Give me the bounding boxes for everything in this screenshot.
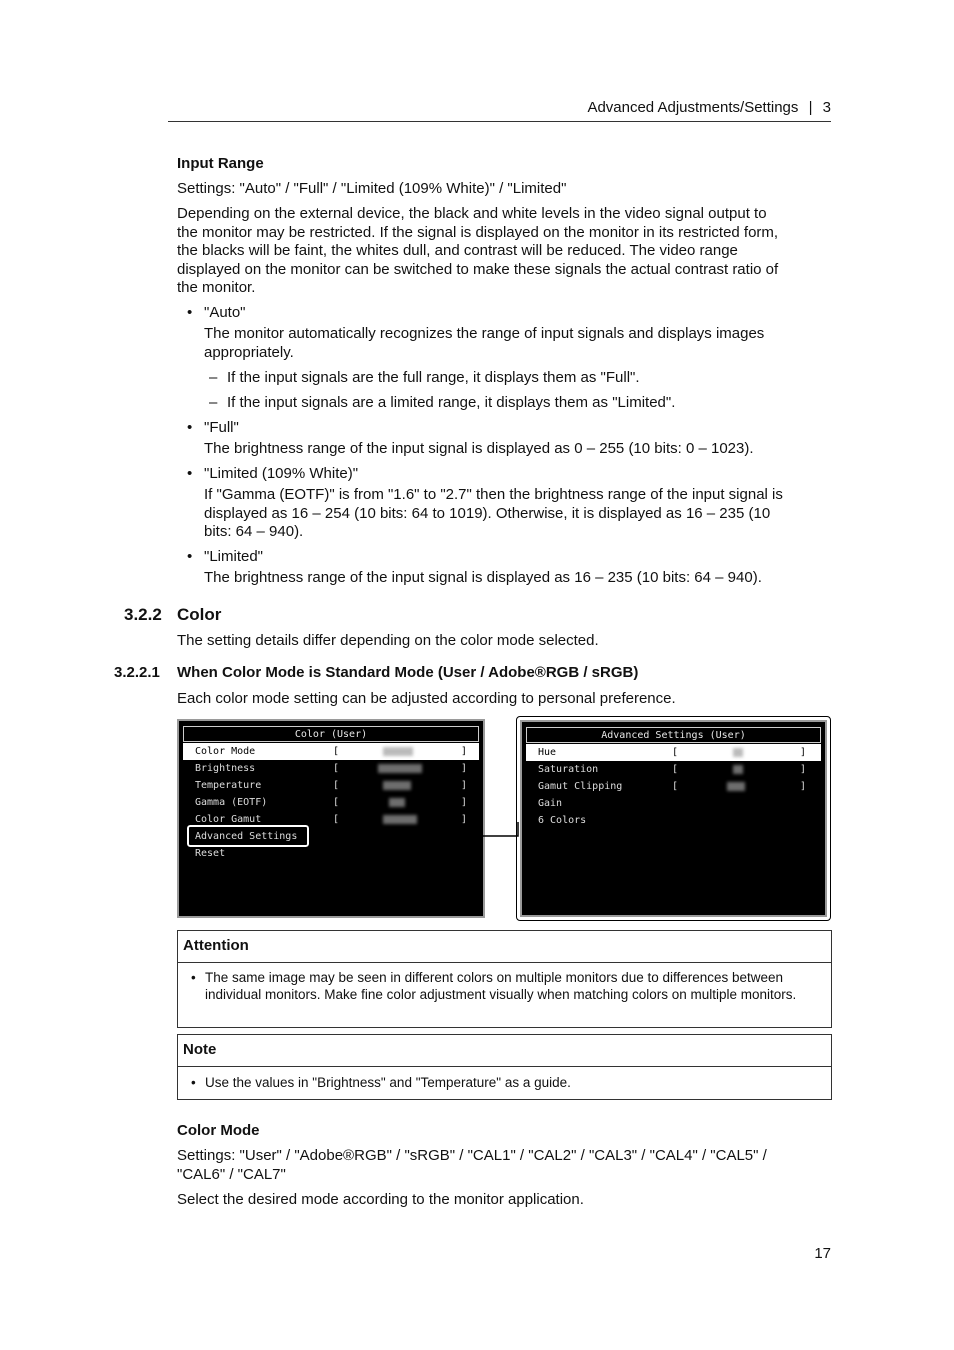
osd-bracket: ] — [461, 746, 468, 757]
osd-row-temperature[interactable] — [183, 777, 479, 794]
section-desc: The setting details differ depending on the color mode selected. — [177, 632, 599, 649]
auto-sub1: If the input signals are the full range, it displays them as "Full". — [227, 369, 640, 386]
osd-value-blurred — [389, 798, 405, 807]
osd-row-color-mode[interactable] — [183, 743, 479, 760]
osd-label: Color Mode — [195, 746, 256, 757]
osd-bracket: ] — [800, 747, 807, 758]
bullet: • — [187, 548, 193, 565]
osd-bracket: ] — [800, 764, 807, 775]
osd-bracket: [ — [333, 763, 340, 774]
subsection-desc: Each color mode setting can be adjusted according to personal preference. — [177, 690, 676, 707]
section-title: Color — [177, 605, 222, 624]
limited-title: "Limited" — [204, 548, 264, 565]
osd-row-hue[interactable] — [526, 744, 821, 761]
osd-label: Color Gamut — [195, 814, 262, 825]
osd-label: Saturation — [538, 764, 599, 775]
osd-value-blurred — [733, 748, 743, 757]
attention-box — [177, 930, 832, 1028]
osd-bracket: ] — [800, 781, 807, 792]
osd-value-blurred — [383, 747, 413, 756]
osd-label: Reset — [195, 848, 226, 859]
subsection-number: 3.2.2.1 — [114, 664, 160, 681]
header-separator: | — [808, 99, 813, 116]
attention-body — [178, 963, 831, 1009]
osd-bracket: [ — [333, 814, 340, 825]
osd-bracket: [ — [672, 764, 679, 775]
bullet: • — [191, 1075, 196, 1090]
osd-row-gain[interactable] — [526, 795, 821, 812]
input-range-heading: Input Range — [177, 155, 264, 172]
osd-value-blurred — [378, 764, 422, 773]
limited109-title: "Limited (109% White)" — [204, 465, 359, 482]
color-mode-heading: Color Mode — [177, 1122, 260, 1139]
auto-desc-line: appropriately. — [204, 343, 294, 361]
color-mode-settings — [177, 1147, 767, 1184]
osd-label: Temperature — [195, 780, 262, 791]
osd-label: Advanced Settings — [195, 831, 298, 842]
limited109-line: displayed as 16 – 254 (10 bits: 64 to 1019). Otherwise, it is displayed as 16 – 235 (10 — [204, 504, 771, 522]
osd-value-blurred — [383, 781, 411, 790]
limited109-desc — [204, 486, 783, 542]
full-title: "Full" — [204, 419, 239, 436]
osd-bracket: [ — [333, 780, 340, 791]
header-chapter: 3 — [822, 99, 831, 116]
intro-line: the monitor may be restricted. If the signal is displayed on the monitor in its restricted form, — [177, 223, 779, 241]
page-number: 17 — [814, 1245, 831, 1262]
input-range-settings: Settings: "Auto" / "Full" / "Limited (109% White)" / "Limited" — [177, 180, 567, 197]
attention-heading: Attention — [178, 931, 831, 963]
running-header — [168, 98, 831, 122]
bullet: • — [187, 465, 193, 482]
osd-bracket: [ — [672, 781, 679, 792]
attention-text: The same image may be seen in different colors on multiple monitors due to differences between individual monitors. Make fine color adjustment visually when matching colors on multiple monitors. — [205, 970, 797, 1002]
auto-desc — [204, 325, 764, 362]
auto-title: "Auto" — [204, 304, 246, 321]
osd-title: Color (User) — [183, 726, 479, 742]
osd-advanced-menu — [520, 720, 827, 917]
osd-label: Hue — [538, 747, 557, 758]
color-mode-settings-line: "CAL6" / "CAL7" — [177, 1165, 286, 1183]
note-box — [177, 1034, 832, 1100]
osd-bracket: [ — [672, 747, 679, 758]
limited109-line: bits: 64 – 940). — [204, 523, 304, 540]
auto-sub2: If the input signals are a limited range, it displays them as "Limited". — [227, 394, 676, 411]
bullet: • — [187, 419, 193, 436]
osd-bracket: [ — [333, 797, 340, 808]
osd-value-blurred — [727, 782, 745, 791]
osd-label: Brightness — [195, 763, 256, 774]
auto-desc-line: The monitor automatically recognizes the range of input signals and displays images — [204, 325, 765, 342]
osd-color-menu — [177, 719, 485, 918]
note-body — [178, 1067, 831, 1097]
osd-row-gamma[interactable] — [183, 794, 479, 811]
color-mode-settings-line: Settings: "User" / "Adobe®RGB" / "sRGB" / "CAL1" / "CAL2" / "CAL3" / "CAL4" / "CAL5" / — [177, 1147, 767, 1164]
section-number: 3.2.2 — [124, 605, 162, 624]
osd-bracket: ] — [461, 814, 468, 825]
color-mode-desc: Select the desired mode according to the monitor application. — [177, 1191, 584, 1208]
limited109-line: If "Gamma (EOTF)" is from "1.6" to "2.7" then the brightness range of the input signal is — [204, 486, 783, 503]
bullet: • — [191, 970, 196, 985]
connector-path — [309, 822, 518, 836]
osd-bracket: ] — [461, 780, 468, 791]
osd-frame — [516, 716, 831, 921]
osd-bracket: ] — [461, 763, 468, 774]
intro-line: Depending on the external device, the black and white levels in the video signal output to — [177, 205, 767, 222]
osd-label: Gamma (EOTF) — [195, 797, 268, 808]
osd-bracket: ] — [461, 797, 468, 808]
limited-desc: The brightness range of the input signal is displayed as 16 – 235 (10 bits: 64 – 940). — [204, 569, 762, 586]
header-title: Advanced Adjustments/Settings — [587, 99, 799, 116]
intro-line: the monitor. — [177, 279, 256, 296]
osd-label: Gamut Clipping — [538, 781, 623, 792]
osd-bracket: [ — [333, 746, 340, 757]
connector-line — [305, 820, 525, 850]
full-desc: The brightness range of the input signal is displayed as 0 – 255 (10 bits: 0 – 1023). — [204, 440, 754, 457]
note-text: Use the values in "Brightness" and "Temperature" as a guide. — [205, 1075, 571, 1090]
note-heading: Note — [178, 1035, 831, 1067]
osd-value-blurred — [733, 765, 743, 774]
intro-line: displayed on the monitor can be switched to make these signals the actual contrast ratio of — [177, 260, 779, 278]
osd-row-saturation[interactable] — [526, 761, 821, 778]
osd-label: Gain — [538, 798, 563, 809]
subsection-title: When Color Mode is Standard Mode (User / Adobe®RGB / sRGB) — [177, 664, 639, 681]
dash: – — [209, 394, 218, 411]
bullet: • — [187, 304, 193, 321]
osd-row-brightness[interactable] — [183, 760, 479, 777]
intro-line: the blacks will be faint, the whites dull, and contrast will be reduced. The video range — [177, 242, 738, 259]
dash: – — [209, 369, 218, 386]
osd-label: 6 Colors — [538, 815, 587, 826]
osd-row-gamut-clipping[interactable] — [526, 778, 821, 795]
osd-title: Advanced Settings (User) — [526, 727, 821, 743]
input-range-intro — [177, 205, 837, 298]
osd-row-6-colors[interactable] — [526, 812, 821, 829]
highlight-frame — [187, 825, 309, 847]
